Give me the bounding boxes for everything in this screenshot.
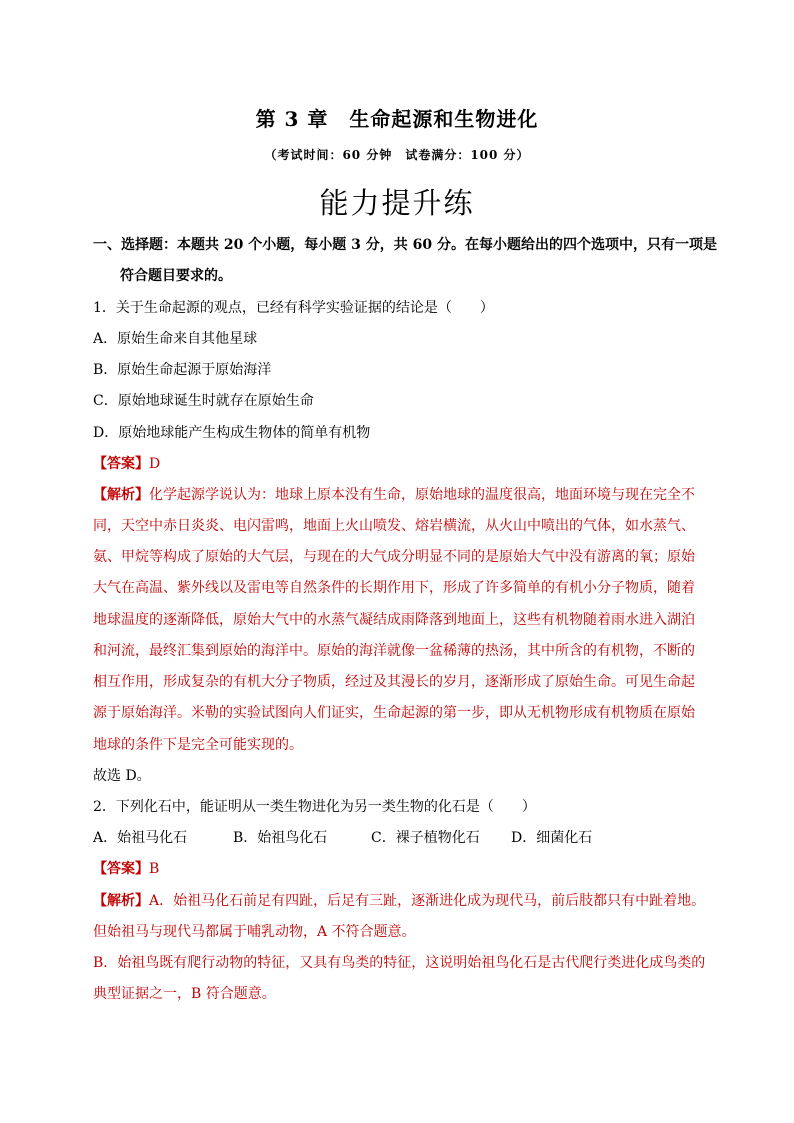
answer-tag: 【答案】 [93, 456, 149, 472]
page-heading: 能力提升练 [319, 186, 475, 220]
q1-option-b: B．原始生命起源于原始海洋 [93, 362, 272, 378]
q2-option-d: D．细菌化石 [511, 830, 593, 846]
analysis-tag: 【解析】 [93, 487, 149, 503]
q1-analysis-line: 大气在高温、紫外线以及雷电等自然条件的长期作用下，形成了许多简单的有机小分子物质，随着 [93, 580, 695, 596]
q2-analysis-line: 典型证据之一，B 符合题意。 [93, 986, 276, 1002]
answer-value: D [149, 456, 161, 472]
q2-option-b: B．始祖鸟化石 [233, 830, 328, 846]
q1-analysis-line: 源于原始海洋。米勒的实验试图向人们证实，生命起源的第一步，即从无机物形成有机物质在原始 [93, 705, 695, 721]
q1-answer [93, 454, 713, 474]
q1-analysis-line: 和河流，最终汇集到原始的海洋中。原始的海洋就像一盆稀薄的热汤，其中所含的有机物，不断的 [93, 643, 695, 659]
q2-option-c: C．裸子植物化石 [371, 830, 480, 846]
q1-analysis-line [93, 485, 713, 505]
analysis-text: 化学起源学说认为：地球上原本没有生命，原始地球的温度很高，地面环境与现在完全不 [149, 487, 695, 503]
q2-analysis-line: 但始祖马与现代马都属于哺乳动物，A 不符合题意。 [93, 924, 416, 940]
q1-stem: 1．关于生命起源的观点，已经有科学实验证据的结论是（ ） [93, 300, 494, 316]
chapter-title: 第 3 章 生命起源和生物进化 [255, 107, 539, 131]
answer-value: B [149, 861, 160, 877]
q2-analysis-line [93, 891, 713, 911]
q1-option-d: D．原始地球能产生构成生物体的简单有机物 [93, 425, 371, 441]
q1-analysis-line: 同，天空中赤日炎炎、电闪雷鸣，地面上火山喷发、熔岩横流，从火山中喷出的气体，如水蒸气、 [93, 518, 695, 534]
q1-conclusion: 故选 D。 [93, 768, 151, 784]
q1-analysis-line: 氨、甲烷等构成了原始的大气层，与现在的大气成分明显不同的是原始大气中没有游离的氧；原始 [93, 549, 695, 565]
q1-analysis-line: 地球温度的逐渐降低，原始大气中的水蒸气凝结成雨降落到地面上，这些有机物随着雨水进入湖泊 [93, 612, 695, 628]
q2-stem: 2．下列化石中，能证明从一类生物进化为另一类生物的化石是（ ） [93, 799, 536, 815]
analysis-text: A．始祖马化石前足有四趾，后足有三趾，逐渐进化成为现代马，前后肢都只有中趾着地。 [149, 893, 706, 909]
q1-analysis-line: 相互作用，形成复杂的有机大分子物质，经过及其漫长的岁月，逐渐形成了原始生命。可见生命起 [93, 674, 695, 690]
q1-analysis-line: 地球的条件下是完全可能实现的。 [93, 737, 303, 753]
answer-tag: 【答案】 [93, 861, 149, 877]
q2-answer [93, 859, 713, 879]
q1-option-c: C．原始地球诞生时就存在原始生命 [93, 393, 314, 409]
q2-option-a: A．始祖马化石 [93, 830, 188, 846]
analysis-tag: 【解析】 [93, 893, 149, 909]
section-instruction-line1: 一、选择题：本题共 20 个小题，每小题 3 分，共 60 分。在每小题给出的四个选项中，只有一项是 [93, 237, 717, 253]
exam-info: （考试时间：60 分钟 试卷满分：100 分） [264, 148, 530, 162]
q1-option-a: A．原始生命来自其他星球 [93, 331, 258, 347]
section-instruction-line2: 符合题目要求的。 [120, 268, 232, 284]
q2-analysis-line: B．始祖鸟既有爬行动物的特征，又具有鸟类的特征，这说明始祖鸟化石是古代爬行类进化成鸟类的 [93, 955, 706, 971]
q2-options [93, 828, 713, 848]
